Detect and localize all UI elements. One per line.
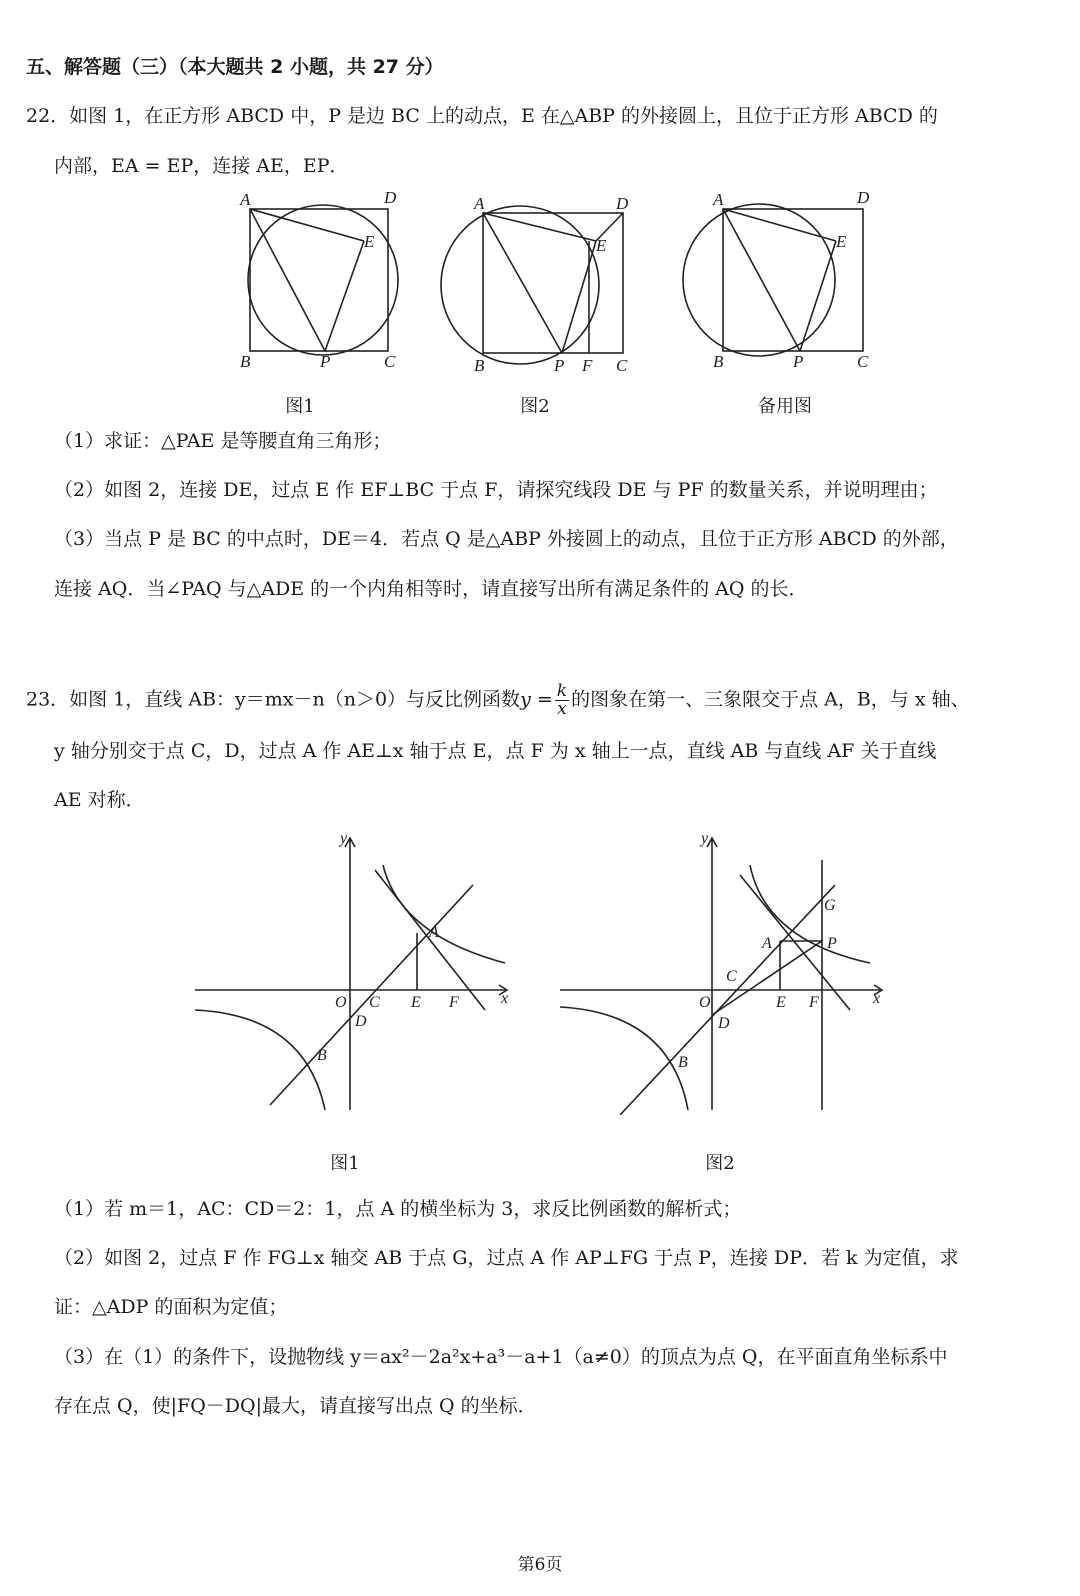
svg-text:C: C	[384, 352, 396, 371]
svg-text:y: y	[340, 830, 348, 847]
svg-text:O: O	[699, 994, 711, 1011]
svg-text:P: P	[554, 356, 565, 375]
q23-stem-line1: 23．如图 1，直线 AB：y＝mx－n（n＞0）与反比例函数y = $\frac{k}{x}$ 的图象在第一、三象限交于点 A，B，与 x 轴、	[26, 681, 970, 719]
q23-fig1-labels	[317, 830, 508, 1064]
svg-text:P: P	[320, 352, 331, 371]
q22-stem-line1: 22．如图 1，在正方形 ABCD 中，P 是边 BC 上的动点，E 在△ABP 的外接圆上，且位于正方形 ABCD 的	[26, 105, 938, 127]
svg-text:B: B	[713, 352, 724, 371]
svg-text:F: F	[809, 994, 819, 1011]
svg-text:C: C	[857, 352, 869, 371]
q23-figure-1	[195, 825, 525, 1115]
svg-text:E: E	[411, 994, 421, 1011]
svg-text:A: A	[240, 190, 251, 209]
q22-part3-line1: （3）当点 P 是 BC 的中点时，DE＝4．若点 Q 是△ABP 外接圆上的动点，且位于正方形 ABCD 的外部，	[54, 528, 959, 550]
svg-text:E: E	[836, 232, 847, 251]
svg-text:F: F	[449, 994, 459, 1011]
fraction-k-over-x: $\frac{k}{x}$	[556, 681, 568, 719]
svg-text:P: P	[793, 352, 804, 371]
svg-text:E: E	[776, 994, 786, 1011]
q22-caption-backup: 备用图	[758, 396, 812, 417]
svg-text:B: B	[240, 352, 251, 371]
section-heading: 五、解答题（三）（本大题共 2 小题，共 27 分）	[26, 56, 444, 78]
q22-part3-line2: 连接 AQ．当∠PAQ 与△ADE 的一个内角相等时，请直接写出所有满足条件的 AQ 的长．	[54, 578, 808, 600]
page-number: 第6页	[517, 1555, 563, 1575]
svg-text:A: A	[429, 924, 439, 941]
svg-text:C: C	[369, 994, 380, 1011]
svg-text:D: D	[857, 188, 870, 207]
q22-part1: （1）求证：△PAE 是等腰直角三角形；	[54, 430, 392, 452]
svg-text:B: B	[474, 356, 485, 375]
svg-text:E: E	[364, 232, 375, 251]
svg-text:B: B	[317, 1047, 327, 1064]
hyperbola-branch-2	[560, 1007, 688, 1110]
q23-part3-line2: 存在点 Q，使|FQ－DQ|最大，请直接写出点 Q 的坐标．	[54, 1395, 537, 1417]
svg-text:A: A	[474, 194, 485, 213]
svg-text:B: B	[678, 1054, 688, 1071]
svg-text:O: O	[335, 994, 347, 1011]
svg-text:y: y	[701, 830, 709, 847]
q22-caption-fig1: 图1	[285, 396, 315, 417]
q23-caption-fig2: 图2	[705, 1153, 735, 1174]
svg-text:G: G	[824, 897, 836, 914]
q23-fig2-labels	[678, 830, 880, 1071]
square-abcd	[250, 209, 388, 351]
circumcircle	[441, 206, 599, 364]
svg-text:D: D	[616, 194, 629, 213]
hyperbola-branch-2	[195, 1010, 325, 1110]
svg-text:x: x	[501, 990, 509, 1007]
svg-text:P: P	[827, 935, 837, 952]
q22-stem-line2: 内部，EA = EP，连接 AE，EP．	[54, 155, 349, 177]
q23-part2-line1: （2）如图 2，过点 F 作 FG⊥x 轴交 AB 于点 G，过点 A 作 AP⊥FG 于点 P，连接 DP．若 k 为定值，求	[54, 1247, 959, 1269]
q23-caption-fig1: 图1	[330, 1153, 360, 1174]
svg-text:A: A	[762, 935, 772, 952]
q23-stem-line3: AE 对称．	[54, 789, 145, 811]
svg-text:C: C	[616, 356, 628, 375]
q23-part3-line1: （3）在（1）的条件下，设抛物线 y＝ax²－2a²x+a³－a+1（a≠0）的顶点为点 Q，在平面直角坐标系中	[54, 1346, 948, 1368]
q23-part2-line2: 证：△ADP 的面积为定值；	[54, 1296, 288, 1318]
q23-figure-2	[560, 825, 890, 1115]
q22-fig1-labels	[239, 188, 397, 371]
circumcircle	[248, 205, 398, 355]
q22-fig2-labels	[473, 194, 629, 375]
svg-text:A: A	[713, 190, 724, 209]
q22-part2: （2）如图 2，连接 DE，过点 E 作 EF⊥BC 于点 F，请探究线段 DE 与 PF 的数量关系，并说明理由；	[54, 479, 938, 501]
q23-stem-line2: y 轴分别交于点 C，D，过点 A 作 AE⊥x 轴于点 E，点 F 为 x 轴上一点，直线 AB 与直线 AF 关于直线	[54, 740, 937, 762]
svg-text:F: F	[582, 356, 593, 375]
svg-text:D: D	[355, 1013, 367, 1030]
hyperbola-branch-1	[383, 865, 505, 963]
square-abcd	[723, 209, 863, 351]
svg-text:E: E	[596, 236, 607, 255]
line-ab	[620, 885, 835, 1115]
svg-text:C: C	[726, 968, 737, 985]
q22-fig3-labels	[712, 188, 870, 371]
q22-caption-fig2: 图2	[520, 396, 550, 417]
svg-text:D: D	[384, 188, 397, 207]
svg-text:D: D	[718, 1015, 730, 1032]
q23-part1: （1）若 m＝1，AC：CD＝2：1，点 A 的横坐标为 3，求反比例函数的解析式；	[54, 1198, 742, 1220]
q22-figure-2	[430, 185, 660, 385]
q22-figure-1	[190, 185, 420, 385]
svg-text:x: x	[873, 990, 881, 1007]
q22-figure-backup	[665, 185, 895, 385]
circumcircle	[683, 204, 835, 356]
